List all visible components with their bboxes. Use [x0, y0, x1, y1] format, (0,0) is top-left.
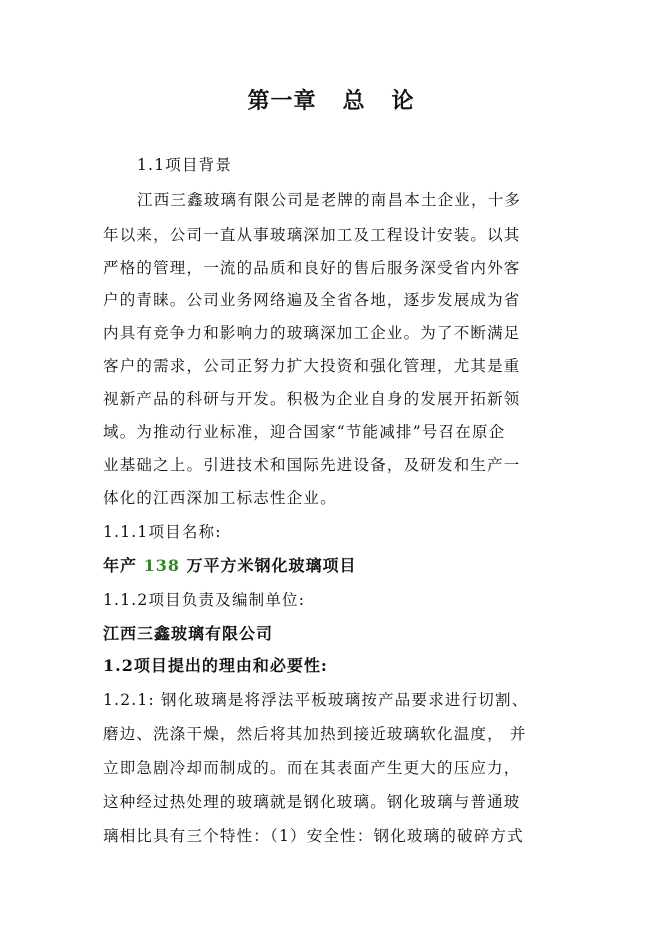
- paragraph-line: 这种经过热处理的玻璃就是钢化玻璃。钢化玻璃与普通玻: [103, 793, 521, 811]
- paragraph-line: 璃相比具有三个特性：（1）安全性：钢化玻璃的破碎方式: [103, 827, 524, 845]
- paragraph-line: 客户的需求，公司正努力扩大投资和强化管理，尤其是重: [103, 357, 521, 375]
- project-name: [103, 556, 357, 576]
- project-name-suffix: 万平方米钢化玻璃项目: [179, 556, 357, 575]
- section-heading-1-2: 1.2项目提出的理由和必要性:: [103, 656, 328, 675]
- item-1-1-2-label: 1.1.2项目负责及编制单位:: [103, 591, 306, 609]
- project-name-prefix: 年产: [103, 556, 144, 575]
- paragraph-line: 户的青睐。公司业务网络遍及全省各地，逐步发展成为省: [103, 291, 521, 309]
- paragraph-line: 江西三鑫玻璃有限公司是老牌的南昌本土企业，十多: [137, 191, 522, 209]
- chapter-title: 第一章 总 论: [247, 88, 415, 114]
- paragraph-line: 视新产品的科研与开发。积极为企业自身的发展开拓新领: [103, 390, 521, 408]
- company-name: 江西三鑫玻璃有限公司: [103, 624, 274, 643]
- paragraph-line: 内具有竞争力和影响力的玻璃深加工企业。为了不断满足: [103, 324, 521, 342]
- paragraph-line: 域。为推动行业标准，迎合国家“节能减排”号召在原企: [103, 423, 506, 441]
- paragraph-line: 严格的管理，一流的品质和良好的售后服务深受省内外客: [103, 259, 521, 277]
- paragraph-line: 1.2.1: 钢化玻璃是将浮法平板玻璃按产品要求进行切割、: [103, 691, 529, 709]
- item-1-1-1-label: 1.1.1项目名称:: [103, 523, 222, 541]
- paragraph-line: 业基础之上。引进技术和国际先进设备，及研发和生产一: [103, 456, 521, 474]
- section-heading-1-1: 1.1项目背景: [137, 156, 233, 174]
- paragraph-line: 磨边、洗涤干燥，然后将其加热到接近玻璃软化温度， 并: [103, 725, 527, 743]
- paragraph-line: 年以来，公司一直从事玻璃深加工及工程设计安装。以其: [103, 226, 521, 244]
- paragraph-line: 立即急剧冷却而制成的。而在其表面产生更大的压应力，: [103, 759, 521, 777]
- project-name-number: 138: [143, 556, 180, 575]
- paragraph-line: 体化的江西深加工标志性企业。: [103, 489, 337, 507]
